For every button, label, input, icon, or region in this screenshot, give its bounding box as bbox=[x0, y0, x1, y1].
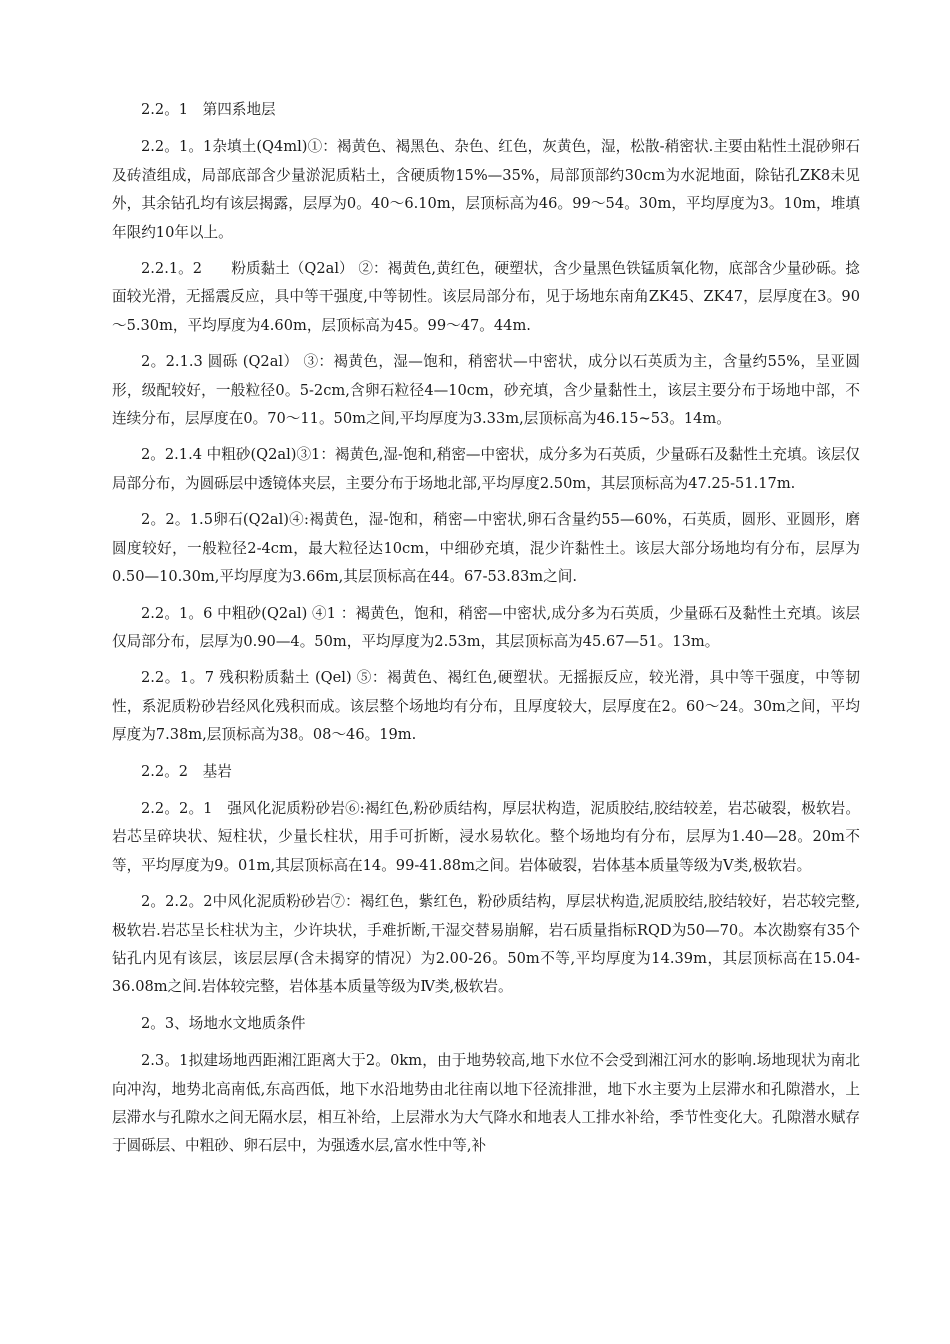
paragraph-fill-soil: 2.2。1。1杂填土(Q4ml)①：褐黄色、褐黑色、杂色、红色，灰黄色，湿，松散-稍密状.主要由粘性土混砂卵石及砖渣组成，局部底部含少量淤泥质粘土，含硬质物15%—35%，局部顶部约30cm为水泥地面，除钻孔ZK8未见外，其余钻孔均有该层揭露，层厚为0。40～6.10m，层顶标高为46。99～54。30m，平均厚度为3。10m，堆填年限约10年以上。 bbox=[112, 138, 860, 241]
section-heading-bedrock: 2.2。2 基岩 bbox=[141, 762, 232, 780]
paragraph-strongly-weathered-siltstone: 2.2。2。1 强风化泥质粉砂岩⑥:褐红色,粉砂质结构，厚层状构造，泥质胶结,胶结较差，岩芯破裂，极软岩。岩芯呈碎块状、短柱状，少量长柱状，用手可折断，浸水易软化。整个场地均有分布，层厚为1.40—28。20m不等，平均厚度为9。01m,其层顶标高在14。99-41.88m之间。岩体破裂，岩体基本质量等级为Ⅴ类,极软岩。 bbox=[112, 799, 860, 874]
paragraph-groundwater: 2.3。1拟建场地西距湘江距离大于2。0km，由于地势较高,地下水位不会受到湘江河水的影响.场地现状为南北向冲沟，地势北高南低,东高西低，地下水沿地势由北往南以地下径流排泄，地下水主要为上层滞水和孔隙潜水，上层滞水与孔隙水之间无隔水层，相互补给，上层滞水为大气降水和地表人工排水补给，季节性变化大。孔隙潜水赋存于圆砾层、中粗砂、卵石层中，为强透水层,富水性中等,补 bbox=[112, 1052, 860, 1155]
paragraph-silty-clay: 2.2.1。2 粉质黏土（Q2al） ②：褐黄色,黄红色，硬塑状，含少量黑色铁锰质氧化物，底部含少量砂砾。捻面较光滑，无摇震反应，具中等干强度,中等韧性。该层局部分布，见于场地东南角ZK45、ZK47，层厚度在3。90～5.30m，平均厚度为4.60m，层顶标高为45。99～47。44m. bbox=[112, 260, 860, 334]
section-heading-quaternary: 2.2。1 第四系地层 bbox=[141, 101, 276, 118]
paragraph-medium-coarse-sand: 2。2.1.4 中粗砂(Q2al)③1：褐黄色,湿-饱和,稍密—中密状，成分多为石英质，少量砾石及黏性土充填。该层仅局部分布，为圆砾层中透镜体夹层，主要分布于场地北部,平均厚度2.50m，其层顶标高为47.25-51.17m. bbox=[112, 446, 860, 492]
paragraph-medium-coarse-sand-2: 2.2。1。6 中粗砂(Q2al) ④1 ：褐黄色，饱和，稍密—中密状,成分多为石英质，少量砾石及黏性土充填。该层仅局部分布，层厚为0.90—4。50m，平均厚度为2.53m，其层顶标高为45.67—51。13m。 bbox=[112, 604, 860, 650]
paragraph-pebble: 2。2。1.5卵石(Q2al)④:褐黄色，湿-饱和，稍密—中密状,卵石含量约55—60%，石英质，圆形、亚圆形，磨圆度较好，一般粒径2-4cm，最大粒径达10cm，中细砂充填，混少许黏性土。该层大部分场地均有分布，层厚为0.50—10.30m,平均厚度为3.66m,其层顶标高在44。67-53.83m之间. bbox=[112, 511, 860, 586]
paragraph-moderately-weathered-siltstone: 2。2.2。2中风化泥质粉砂岩⑦：褐红色，紫红色，粉砂质结构，厚层状构造,泥质胶结,胶结较好，岩芯较完整,极软岩.岩芯呈长柱状为主，少许块状，手难折断,干湿交替易崩解，岩石质量指标RQD为50—70。本次勘察有35个钻孔内见有该层，该层层厚(含未揭穿的情况）为2.00-26。50m不等,平均厚度为14.39m，其层顶标高在15.04-36.08m之间.岩体较完整，岩体基本质量等级为Ⅳ类,极软岩。 bbox=[112, 893, 860, 996]
paragraph-round-gravel: 2。2.1.3 圆砾 (Q2al） ③：褐黄色，湿—饱和，稍密状—中密状，成分以石英质为主，含量约55%，呈亚圆形，级配较好，一般粒径0。5-2cm,含卵石粒径4—10cm，砂充填，含少量黏性土，该层主要分布于场地中部，不连续分布，层厚度在0。70～11。50m之间,平均厚度为3.33m,层顶标高为46.15~53。14m。 bbox=[112, 353, 860, 428]
paragraph-residual-clay: 2.2。1。7 残积粉质黏土 (Qel) ⑤：褐黄色、褐红色,硬塑状。无摇振反应，较光滑，具中等干强度，中等韧性，系泥质粉砂岩经风化残积而成。该层整个场地均有分布，且厚度较大，层厚度在2。60～24。30m之间，平均厚度为7.38m,层顶标高为38。08～46。19m. bbox=[112, 669, 860, 744]
document-page bbox=[112, 96, 860, 1169]
section-heading-hydrogeology: 2。3、场地水文地质条件 bbox=[141, 1014, 306, 1032]
